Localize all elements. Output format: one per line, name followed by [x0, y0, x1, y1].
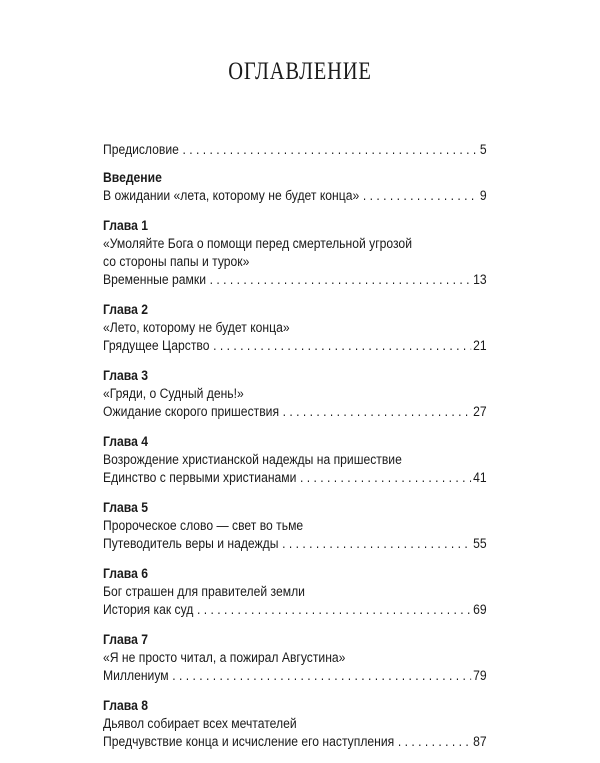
entry-subtitle: «Я не просто читал, а пожирал Августина» [103, 650, 346, 665]
entry-heading: Глава 1 [103, 218, 148, 233]
entry-heading: Глава 6 [103, 566, 148, 581]
toc-entry-chapter-3 [103, 367, 487, 421]
toc-entry-chapter-5 [103, 499, 487, 553]
dot-leader [210, 271, 472, 289]
entry-text: В ожидании «лета, которому не будет конца» [103, 188, 360, 203]
entry-subtitle: Дьявол собирает всех мечтателей [103, 716, 297, 731]
toc-entry-chapter-6 [103, 565, 487, 619]
dot-leader [300, 469, 471, 487]
entry-text: Временные рамки [103, 272, 206, 287]
toc-title: ОГЛАВЛЕНИЕ [228, 58, 372, 85]
entry-text: Предчувствие конца и исчисление его наступления [103, 734, 395, 749]
toc-entry-chapter-1 [103, 217, 487, 289]
toc-row [103, 535, 487, 553]
entry-heading: Введение [103, 170, 162, 185]
toc-entry-chapter-7 [103, 631, 487, 685]
toc-entry-preface [103, 141, 487, 159]
page-number: 79 [473, 668, 487, 683]
entry-heading: Глава 7 [103, 632, 148, 647]
page-number: 41 [473, 470, 487, 485]
dot-leader [398, 733, 471, 751]
entry-subtitle: «Лето, которому не будет конца» [103, 320, 290, 335]
toc-row [103, 667, 487, 685]
dot-leader [172, 667, 471, 685]
entry-heading: Глава 4 [103, 434, 148, 449]
toc-row [103, 469, 487, 487]
page-number: 21 [473, 338, 487, 353]
page-number: 13 [473, 272, 487, 287]
table-of-contents [103, 141, 487, 763]
page-number: 69 [473, 602, 487, 617]
dot-leader [183, 141, 479, 159]
entry-text: Путеводитель веры и надежды [103, 536, 279, 551]
dot-leader [213, 337, 471, 355]
toc-row [103, 601, 487, 619]
page-number: 55 [473, 536, 487, 551]
toc-entry-chapter-4 [103, 433, 487, 487]
entry-heading: Глава 8 [103, 698, 148, 713]
page-number: 27 [473, 404, 487, 419]
toc-row [103, 271, 487, 289]
dot-leader [363, 187, 478, 205]
entry-heading: Глава 5 [103, 500, 148, 515]
page-number: 87 [473, 734, 487, 749]
toc-entry-intro [103, 169, 487, 205]
entry-subtitle: Возрождение христианской надежды на пришествие [103, 452, 402, 467]
entry-text: Предисловие [103, 142, 179, 157]
entry-text: Единство с первыми христианами [103, 470, 297, 485]
entry-heading: Глава 2 [103, 302, 148, 317]
toc-row [103, 733, 487, 751]
toc-row [103, 403, 487, 421]
toc-row [103, 187, 487, 205]
entry-text: Миллениум [103, 668, 169, 683]
entry-heading: Глава 3 [103, 368, 148, 383]
page-number: 5 [479, 142, 487, 157]
entry-subtitle: со стороны папы и турок» [103, 254, 250, 269]
entry-text: Ожидание скорого пришествия [103, 404, 280, 419]
toc-entry-chapter-2 [103, 301, 487, 355]
entry-subtitle: Пророческое слово — свет во тьме [103, 518, 304, 533]
toc-row [103, 337, 487, 355]
entry-subtitle: Бог страшен для правителей земли [103, 584, 305, 599]
entry-subtitle: «Умоляйте Бога о помощи перед смертельной угрозой [103, 236, 412, 251]
toc-row [103, 141, 487, 159]
dot-leader [197, 601, 471, 619]
page-number: 9 [479, 188, 487, 203]
dot-leader [283, 403, 472, 421]
toc-entry-chapter-8 [103, 697, 487, 751]
entry-subtitle: «Гряди, о Судный день!» [103, 386, 244, 401]
entry-text: Грядущее Царство [103, 338, 210, 353]
dot-leader [282, 535, 471, 553]
entry-text: История как суд [103, 602, 194, 617]
